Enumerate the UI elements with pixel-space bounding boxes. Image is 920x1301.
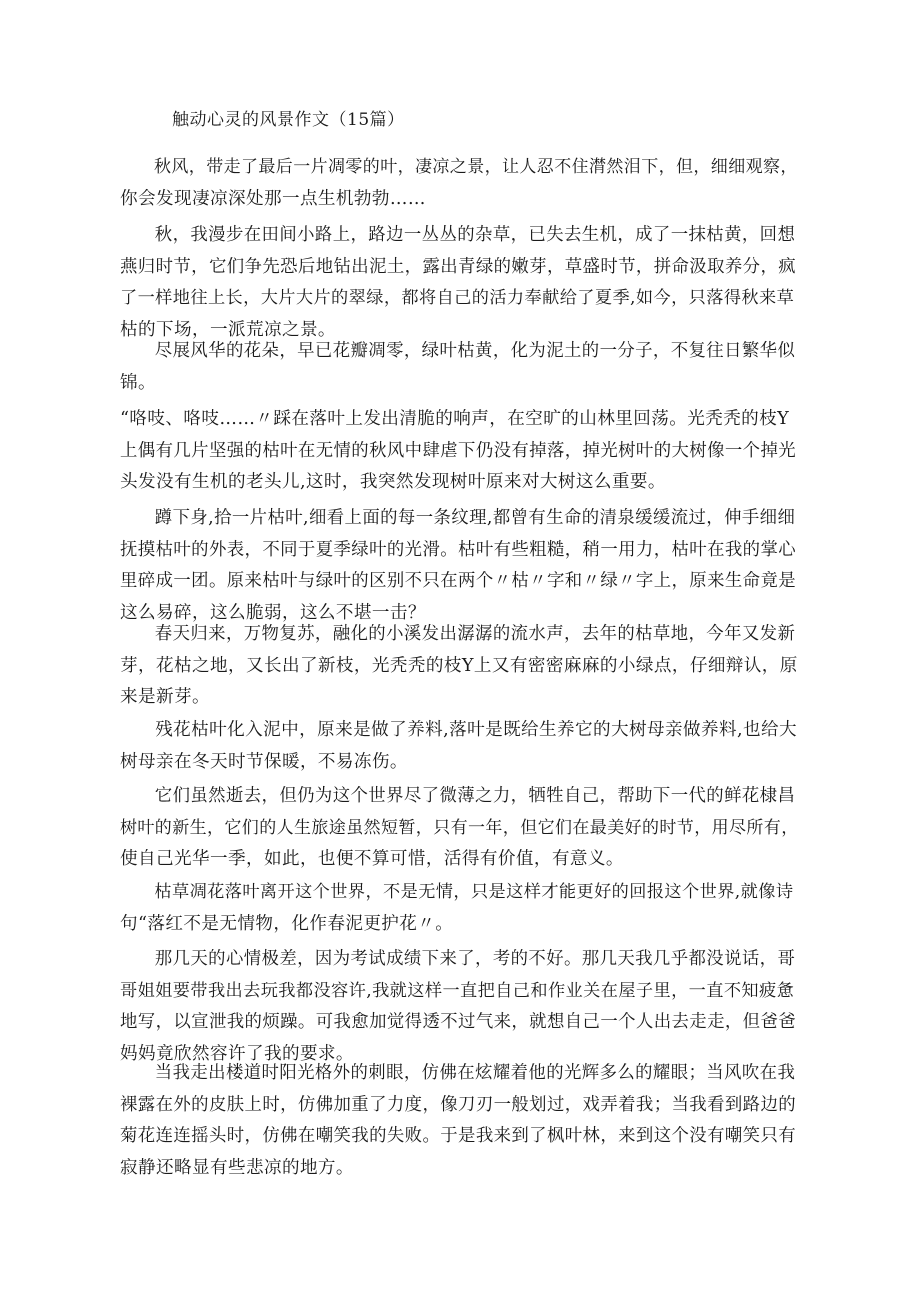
paragraph-3 — [120, 336, 800, 399]
paragraph-line: “咯吱、咯吱……〃踩在落叶上发出清脆的响声，在空旷的山林里回荡。光秃秃的枝Y — [120, 409, 790, 429]
paragraph-line: 上偶有几片坚强的枯叶在无情的秋风中肆虐下仍没有掉落，掉光树叶的大树像一个掉光 — [120, 440, 797, 461]
paragraph-line: 你会发现凄凉深处那一点生机勃勃…… — [120, 188, 426, 209]
paragraph-1 — [120, 152, 800, 215]
paragraph-10 — [120, 944, 800, 1070]
paragraph-line: 地写，以宣泄我的烦躁。可我愈加觉得透不过气来，就想自己一个人出去走走，但爸爸 — [120, 1012, 797, 1033]
paragraph-line: 哥姐姐要带我出去玩我都没容许,我就这样一直把自己和作业关在屋子里，一直不知疲惫 — [120, 980, 795, 1001]
paragraph-line: 锦。 — [120, 372, 156, 393]
paragraph-line: 残花枯叶化入泥中，原来是做了养料,落叶是既给生养它的大树母亲做养料,也给大 — [155, 720, 797, 740]
paragraph-line: 枯草凋花落叶离开这个世界，不是无情，只是这样才能更好的回报这个世界,就像诗 — [154, 882, 794, 902]
paragraph-2 — [120, 220, 800, 346]
paragraph-line: 燕归时节，它们争先恐后地钻出泥土，露出青绿的嫩芽，草盛时节，拼命汲取养分，疯 — [120, 256, 797, 277]
paragraph-6 — [120, 619, 800, 714]
paragraph-9 — [120, 877, 800, 940]
paragraph-line: 蹲下身,拾一片枯叶,细看上面的每一条纹理,都曾有生命的清泉缓缓流过，伸手细细 — [154, 508, 796, 528]
paragraph-line: 抚摸枯叶的外表，不同于夏季绿叶的光滑。枯叶有些粗糙，稍一用力，枯叶在我的掌心 — [120, 539, 797, 560]
paragraph-4 — [120, 404, 800, 499]
paragraph-line: 秋，我漫步在田间小路上，路边一丛丛的杂草，已失去生机，成了一抹枯黄，回想 — [154, 225, 796, 245]
paragraph-line: 寂静还略显有些悲凉的地方。 — [120, 1157, 354, 1178]
document-title: 触动心灵的风景作文（15篇） — [172, 110, 405, 130]
paragraph-line: 使自己光华一季，如此，也便不算可惜，活得有价值，有意义。 — [120, 849, 624, 870]
paragraph-line: 尽展风华的花朵，早已花瓣凋零，绿叶枯黄，化为泥土的一分子，不复往日繁华似 — [154, 341, 796, 361]
paragraph-7 — [120, 715, 800, 778]
paragraph-11 — [120, 1058, 800, 1184]
paragraph-line: 菊花连连摇头时，仿佛在嘲笑我的失败。于是我来到了枫叶林，来到这个没有嘲笑只有 — [120, 1126, 797, 1147]
paragraph-5 — [120, 503, 800, 629]
paragraph-line: 树母亲在冬天时节保暖，不易冻伤。 — [120, 751, 408, 772]
paragraph-line: 了一样地往上长，大片大片的翠绿，都将自己的活力奉献给了夏季,如今，只落得秋来草 — [120, 288, 795, 309]
paragraph-8 — [120, 781, 800, 876]
paragraph-line: 来是新芽。 — [120, 687, 210, 708]
paragraph-line: 枯的下场，一派荒凉之景。 — [120, 319, 336, 340]
paragraph-line: 那几天的心情极差，因为考试成绩下来了，考的不好。那几天我几乎都没说话，哥 — [154, 949, 796, 969]
paragraph-line: 头发没有生机的老头儿,这时，我突然发现树叶原来对大树这么重要。 — [120, 472, 666, 493]
paragraph-line: 它们虽然逝去，但仍为这个世界尽了微薄之力，牺牲自己，帮助下一代的鲜花棣昌 — [154, 786, 796, 806]
paragraph-line: 里碎成一团。原来枯叶与绿叶的区别不只在两个〃枯〃字和〃绿〃字上，原来生命竟是 — [120, 571, 797, 592]
paragraph-line: 这么易碎，这么脆弱，这么不堪一击？ — [120, 602, 426, 623]
paragraph-line: 秋风，带走了最后一片凋零的叶，凄凉之景，让人忍不住潸然泪下，但，细细观察， — [154, 157, 798, 177]
paragraph-line: 当我走出楼道时阳光格外的刺眼，仿佛在炫耀着他的光辉多么的耀眼；当风吹在我 — [154, 1063, 796, 1083]
paragraph-line: 妈妈竟欣然容许了我的要求。 — [120, 1043, 354, 1064]
paragraph-line: 树叶的新生，它们的人生旅途虽然短暂，只有一年，但它们在最美好的时节，用尽所有， — [120, 817, 799, 838]
paragraph-line: 春天归来，万物复苏，融化的小溪发出潺潺的流水声，去年的枯草地，今年又发新 — [154, 624, 796, 644]
paragraph-line: 裸露在外的皮肤上时，仿佛加重了力度，像刀刃一般划过，戏弄着我；当我看到路边的 — [120, 1094, 797, 1115]
paragraph-line: 句“落红不是无情物，化作春泥更护花〃。 — [120, 913, 454, 934]
paragraph-line: 芽，花枯之地，又长出了新枝，光秃秃的枝Y上又有密密麻麻的小绿点，仔细辩认，原 — [120, 655, 798, 676]
